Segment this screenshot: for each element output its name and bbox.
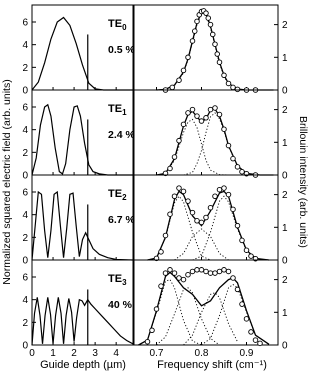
y-tick-label: 6 — [22, 102, 28, 114]
data-point — [217, 269, 222, 274]
right-panel-1 — [134, 90, 288, 182]
data-point — [181, 189, 186, 194]
component-dotted-line — [202, 285, 270, 345]
data-point — [177, 138, 182, 143]
x-tick-label: 0.7 — [149, 348, 164, 359]
data-point — [199, 119, 204, 124]
y-tick-label: 1 — [282, 307, 288, 319]
data-point — [235, 287, 240, 292]
y-tick-label: 2 — [22, 62, 28, 74]
y-tick-label: 1 — [282, 52, 288, 64]
data-point — [177, 276, 182, 281]
y-tick-label: 0 — [22, 85, 28, 97]
y-tick-label: 4 — [22, 210, 28, 222]
data-point — [208, 22, 213, 27]
data-point — [168, 212, 173, 217]
left-panel-0 — [22, 5, 135, 97]
data-point — [172, 271, 177, 276]
data-point — [190, 107, 195, 112]
y-tick-label: 0 — [282, 255, 288, 267]
y-tick-label: 2 — [282, 105, 288, 117]
data-point — [204, 11, 209, 16]
right-panel-2 — [134, 175, 288, 267]
percentage-label: 2.4 % — [108, 129, 135, 141]
mode-label — [108, 103, 127, 117]
right-panel-3 — [134, 260, 288, 359]
y-tick-label: 4 — [22, 40, 28, 52]
y-tick-label: 0 — [282, 170, 288, 182]
y-tick-label: 4 — [22, 295, 28, 307]
mode-label-base: TE — [108, 103, 123, 115]
data-point — [226, 81, 231, 86]
y-tick-label: 0 — [22, 170, 28, 182]
data-point — [181, 122, 186, 127]
data-point — [217, 187, 222, 192]
component-dotted-line — [157, 12, 274, 90]
mode-label-base: TE — [108, 18, 123, 30]
right-panel-0 — [134, 5, 288, 97]
data-point — [192, 29, 197, 34]
y-tick-label: 2 — [282, 190, 288, 202]
data-point — [159, 284, 164, 289]
data-point — [240, 238, 245, 243]
data-point — [249, 254, 254, 259]
data-point — [258, 341, 263, 346]
data-point — [168, 268, 173, 273]
data-point — [235, 223, 240, 228]
data-point — [172, 155, 177, 160]
fit-line — [148, 191, 270, 260]
data-point — [249, 330, 254, 335]
data-point — [190, 39, 195, 44]
data-point — [231, 207, 236, 212]
x-tick-label: 1 — [50, 348, 56, 359]
data-point — [163, 271, 168, 276]
y-tick-label: 2 — [282, 275, 288, 287]
component-dotted-line — [148, 196, 211, 260]
data-point — [145, 339, 150, 344]
data-point — [222, 127, 227, 132]
data-point — [215, 52, 220, 57]
x-tick-label: 0.8 — [194, 348, 209, 359]
data-point — [181, 68, 186, 73]
data-point — [240, 169, 245, 174]
mode-label — [108, 188, 127, 202]
x-tick-label: 2 — [71, 348, 77, 359]
percentage-label: 0.5 % — [108, 44, 135, 56]
fit-line — [157, 109, 274, 175]
data-point — [235, 165, 240, 170]
left-panel-2 — [22, 175, 135, 267]
data-point — [190, 210, 195, 215]
data-point — [168, 166, 173, 171]
y-tick-label: 1 — [282, 222, 288, 234]
mode-label-index: 3 — [122, 278, 127, 287]
data-point — [206, 16, 211, 21]
data-point — [170, 85, 175, 90]
data-point — [253, 338, 258, 343]
data-point — [186, 272, 191, 277]
data-point — [244, 248, 249, 253]
y-tick-label: 0 — [22, 340, 28, 352]
data-point — [217, 60, 222, 65]
x-tick-label: 3 — [92, 348, 98, 359]
data-point — [195, 19, 200, 24]
data-point — [204, 215, 209, 220]
y-tick-label: 1 — [282, 137, 288, 149]
y-tick-label: 2 — [22, 147, 28, 159]
y-tick-label: 2 — [22, 317, 28, 329]
data-point — [213, 106, 218, 111]
data-point — [208, 205, 213, 210]
y-tick-label: 0 — [22, 255, 28, 267]
data-point — [210, 32, 215, 37]
left-y-axis-label: Normalized squared electric field (arb. units) — [1, 79, 13, 285]
mode-label-base: TE — [108, 273, 123, 285]
data-point — [213, 271, 218, 276]
left-panel-1 — [22, 90, 135, 182]
data-point — [244, 317, 249, 322]
plot-panels — [22, 5, 288, 359]
y-tick-label: 2 — [282, 20, 288, 32]
data-point — [204, 115, 209, 120]
data-point — [226, 269, 231, 274]
data-point — [186, 199, 191, 204]
data-point — [159, 250, 164, 255]
y-tick-label: 6 — [22, 272, 28, 284]
data-point — [199, 268, 204, 273]
percentage-label: 40 % — [108, 299, 132, 311]
component-dotted-line — [157, 119, 229, 175]
data-point — [163, 233, 168, 238]
data-point — [235, 87, 240, 92]
data-point — [222, 186, 227, 191]
data-point — [177, 78, 182, 83]
data-point — [226, 143, 231, 148]
data-point — [222, 268, 227, 273]
mode-label-index: 0 — [122, 23, 127, 32]
right-y-axis-label: Brillouin intensity (arb. units) — [297, 116, 309, 248]
y-tick-label: 6 — [22, 17, 28, 29]
mode-label-index: 1 — [122, 108, 127, 117]
x-tick-label: 0 — [29, 348, 35, 359]
data-point — [195, 268, 200, 273]
data-point — [222, 73, 227, 78]
data-point — [217, 112, 222, 117]
field-profile-line — [32, 192, 133, 260]
data-point — [195, 114, 200, 119]
data-point — [186, 55, 191, 60]
data-point — [213, 194, 218, 199]
data-point — [195, 218, 200, 223]
mode-label — [108, 18, 127, 32]
component-dotted-line — [157, 288, 220, 345]
y-tick-label: 0 — [282, 85, 288, 97]
data-point — [177, 186, 182, 191]
data-point — [231, 156, 236, 161]
data-point — [190, 269, 195, 274]
y-tick-label: 2 — [22, 232, 28, 244]
right-x-axis-label: Frequency shift (cm⁻¹) — [157, 359, 267, 371]
data-point — [213, 42, 218, 47]
data-point — [208, 107, 213, 112]
percentage-label: 6.7 % — [108, 214, 135, 226]
data-point — [181, 277, 186, 282]
data-point — [172, 194, 177, 199]
data-point — [154, 307, 159, 312]
y-tick-label: 6 — [22, 187, 28, 199]
data-point — [150, 328, 155, 333]
data-point — [226, 192, 231, 197]
mode-label-base: TE — [108, 188, 123, 200]
data-point — [240, 302, 245, 307]
data-point — [186, 111, 191, 116]
x-tick-label: 0.9 — [239, 348, 254, 359]
data-point — [199, 220, 204, 225]
data-point — [231, 85, 236, 90]
y-tick-label: 0 — [282, 340, 288, 352]
x-tick-label: 4 — [113, 348, 119, 359]
fit-line — [157, 11, 274, 90]
data-point — [231, 276, 236, 281]
left-x-axis-label: Guide depth (µm) — [40, 359, 126, 371]
left-panel-3 — [22, 260, 133, 359]
data-point — [208, 271, 213, 276]
mode-label-index: 2 — [122, 193, 127, 202]
mode-label — [108, 273, 127, 287]
data-point — [204, 269, 209, 274]
y-tick-label: 4 — [22, 125, 28, 137]
